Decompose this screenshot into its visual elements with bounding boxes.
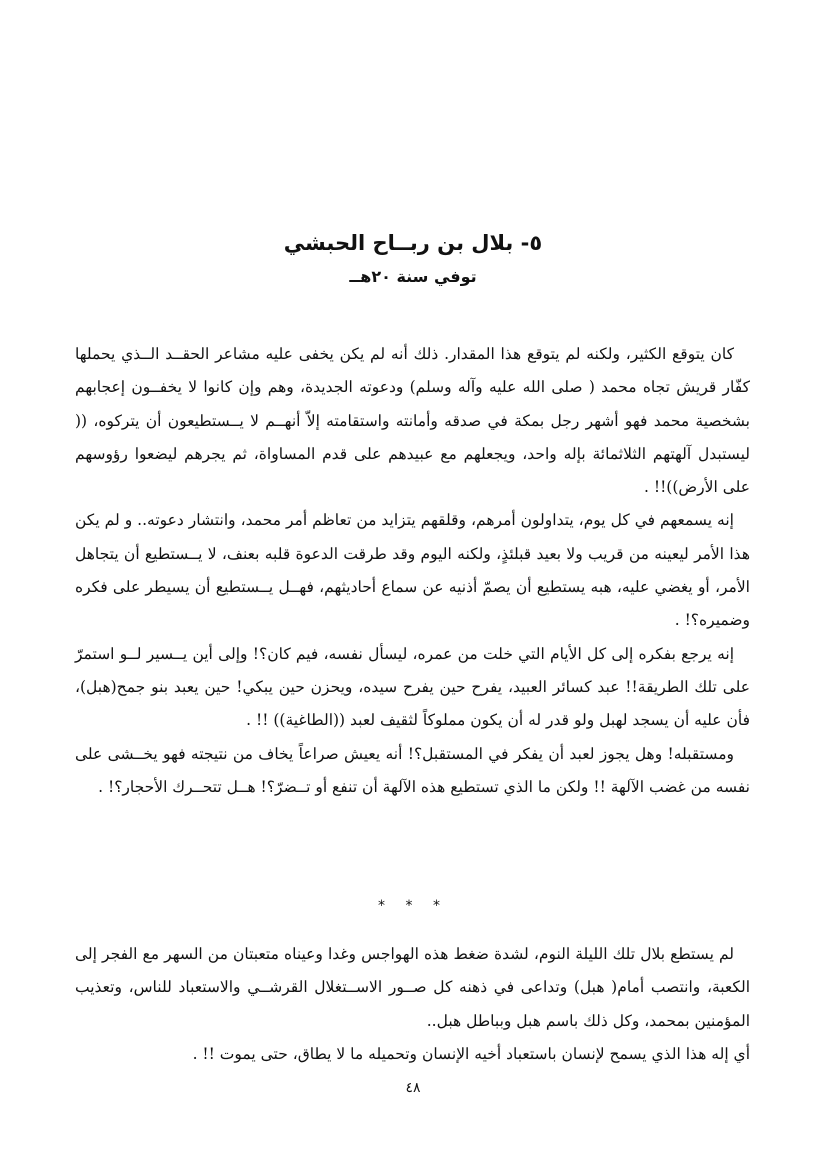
paragraph: ومستقبله! وهل يجوز لعبد أن يفكر في المستقبل؟! أنه يعيش صراعاً يخاف من نتيجته فهو يخــشى على نفسه من غضب الآلهة !! ولكن ما الذي تستطيع هذه الآلهة أن تنفع أو تــضرّ؟! هــل تتحــرك الأحجار؟! .: [75, 744, 750, 796]
section-separator: * * *: [378, 898, 448, 914]
paragraph: إنه يسمعهم في كل يوم، يتداولون أمرهم، وقلقهم يتزايد من تعاظم أمر محمد، وانتشار دعوته.. و لم يكن هذا الأمر ليعينه من قريب ولا بعيد قبلئذٍ، ولكنه اليوم وقد طرقت الدعوة قلبه بعنف، لا يــستطيع أن يتجاهل الأمر، أو يغضي عليه، هبه يستطيع أن يصمّ أذنيه عن سماع أحاديثهم، فهــل يــستطيع أن يسيطر على فكره وضميره؟! .: [75, 511, 750, 630]
paragraph: لم يستطع بلال تلك الليلة النوم، لشدة ضغط هذه الهواجس وغدا وعيناه متعبتان من السهر مع الفجر إلى الكعبة، وانتصب أمام( هبل) وتداعى في ذهنه كل صــور الاســتغلال القرشــي والاستعباد للناس، وتعذيب المؤمنين بمحمد، وكل ذلك باسم هبل وبباطل هبل..: [75, 945, 750, 1030]
page-number: ٤٨: [405, 1080, 421, 1096]
body-text-after-separator: [75, 938, 750, 1071]
body-text: [75, 338, 750, 804]
chapter-title: ٥- بلال بن ربــاح الحبشي: [283, 231, 543, 255]
chapter-subtitle: توفي سنة ٢٠هــ: [349, 267, 477, 286]
paragraph: إنه يرجع بفكره إلى كل الأيام التي خلت من عمره، ليسأل نفسه، فيم كان؟! وإلى أين يــسير لــو استمرّ على تلك الطريقة!! عبد كسائر العبيد، يفرح حين يفرح سيده، ويحزن حين يبكي! حين يعبد بنو جمح(هبل)، فأن عليه أن يسجد لهبل ولو قدر له أن يكون مملوكاً لثقيف لعبد ((الطاغية)) !! .: [75, 644, 750, 730]
paragraph: أي إله هذا الذي يسمح لإنسان باستعباد أخيه الإنسان وتحميله ما لا يطاق، حتى يموت !! .: [192, 1044, 750, 1063]
paragraph: كان يتوقع الكثير، ولكنه لم يتوقع هذا المقدار. ذلك أنه لم يكن يخفى عليه مشاعر الحقــد الــذي يحملها كفّار قريش تجاه محمد ( صلى الله عليه وآله وسلم) ودعوته الجديدة، وهم وإن كانوا لا يخفــون إعجابهم بشخصية محمد فهو أشهر رجل بمكة في صدقه وأمانته واستقامته إلاّ أنهــم لا يــستطيعون أن يتركوه، (( ليستبدل آلهتهم الثلاثمائة بإله واحد، ويجعلهم مع عبيدهم على قدم المساواة، ثم يجرهم ليضعوا رؤوسهم على الأرض))!! .: [75, 345, 750, 497]
